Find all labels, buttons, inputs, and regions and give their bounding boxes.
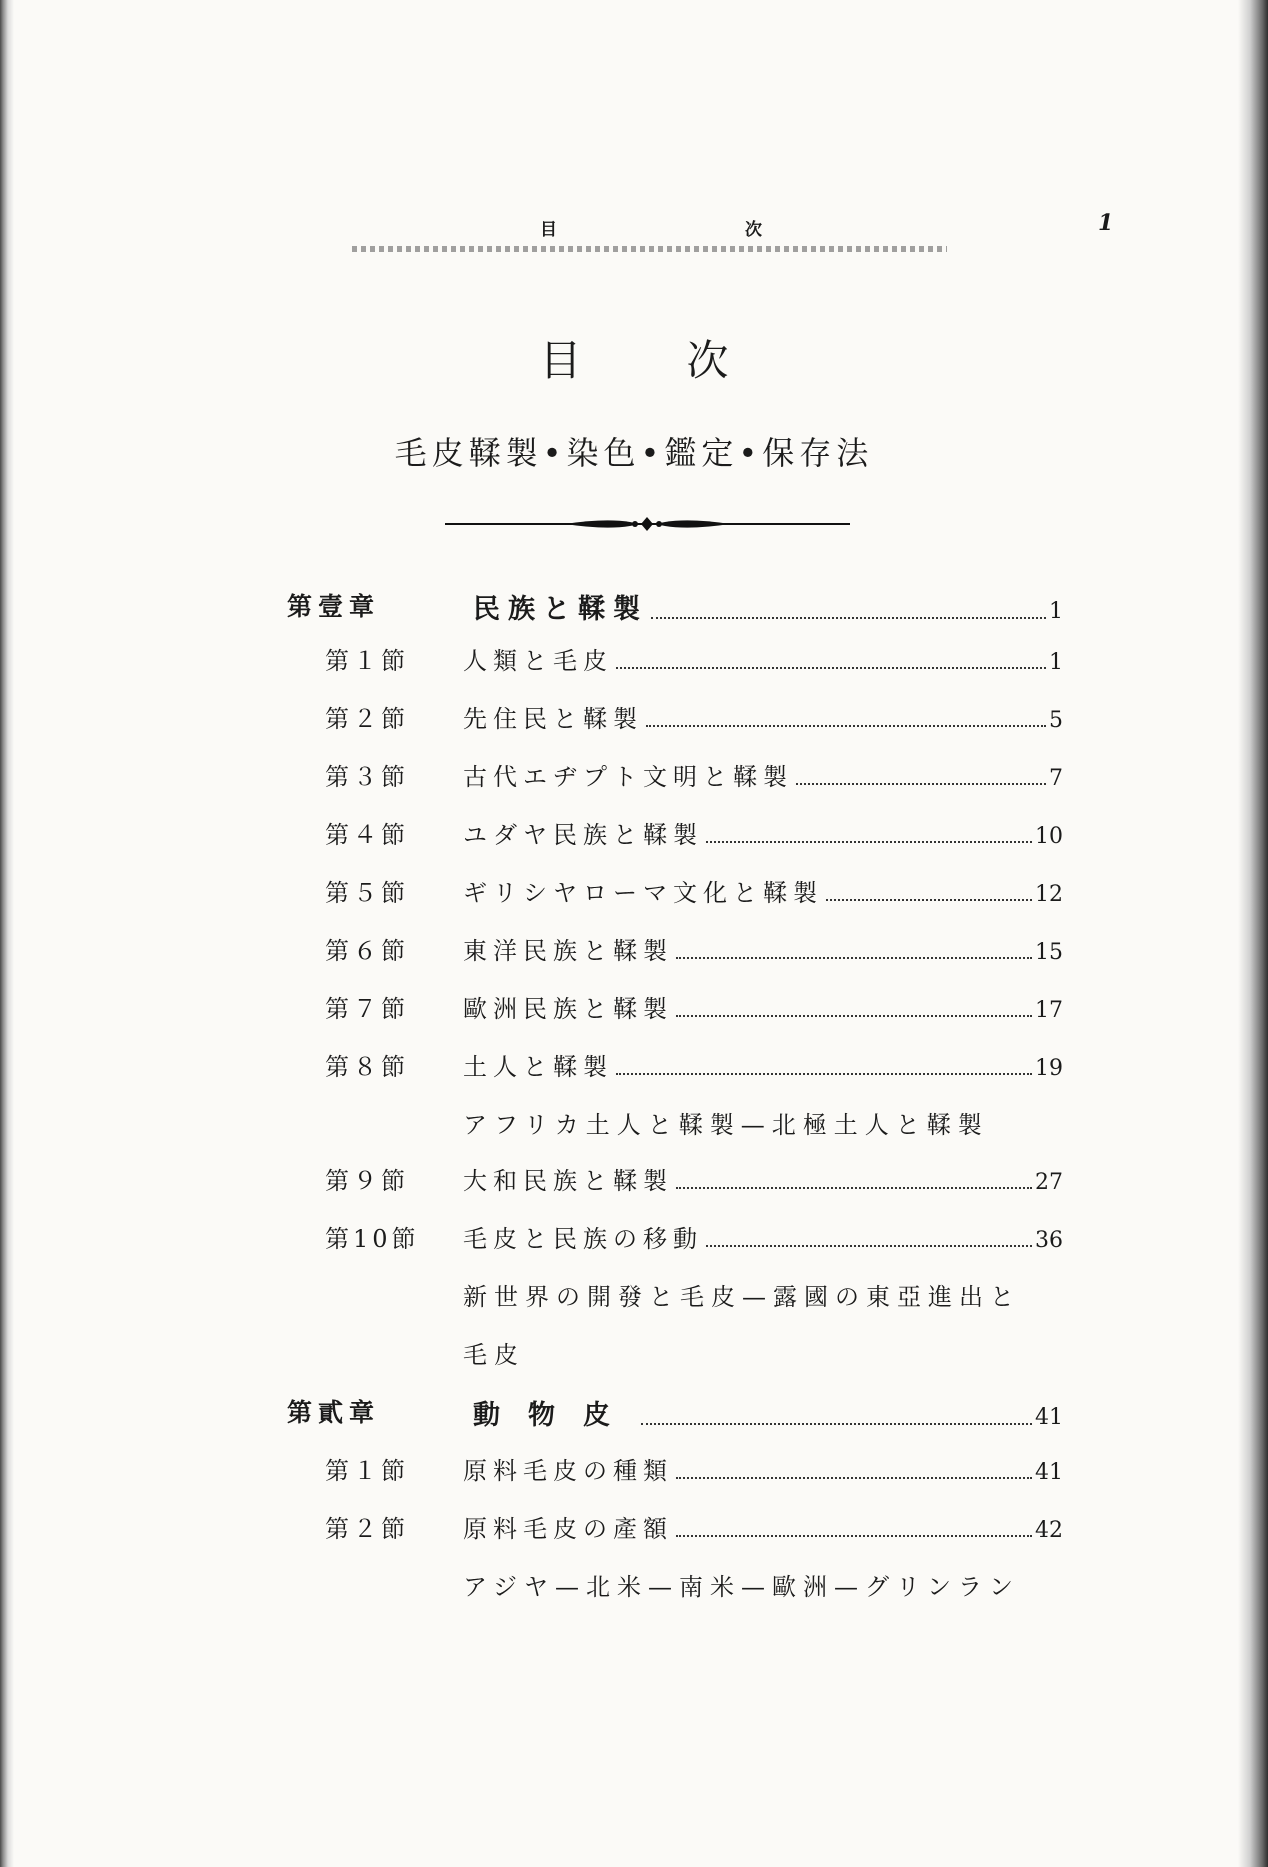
toc-entry-title: ユダヤ民族と鞣製 bbox=[463, 821, 703, 849]
toc-subtopics-row bbox=[270, 1562, 1070, 1602]
toc-section-label: 第４節 bbox=[325, 821, 409, 849]
toc-page-number: 15 bbox=[1035, 940, 1063, 965]
toc-page-number: 7 bbox=[1049, 766, 1063, 791]
toc-section-row bbox=[270, 926, 1070, 966]
toc-section-row bbox=[270, 1156, 1070, 1196]
toc-page-number: 27 bbox=[1035, 1170, 1063, 1195]
toc-entry-title: ギリシヤローマ文化と鞣製 bbox=[463, 879, 823, 907]
toc-section-label: 第７節 bbox=[325, 995, 409, 1023]
toc-entry bbox=[463, 1047, 1063, 1082]
toc-entry-title: 人類と毛皮 bbox=[463, 647, 613, 675]
page-number: 1 bbox=[1098, 210, 1114, 236]
toc-entry-title: 東洋民族と鞣製 bbox=[463, 937, 673, 965]
toc-section-row bbox=[270, 1042, 1070, 1082]
toc-entry-title: 毛皮と民族の移動 bbox=[463, 1225, 703, 1253]
toc-dot-leader bbox=[706, 1244, 1032, 1247]
toc-section-row bbox=[270, 984, 1070, 1024]
toc-section-label: 第１節 bbox=[325, 647, 409, 675]
toc-entry bbox=[463, 931, 1063, 966]
toc-entry-title: 古代エヂプト文明と鞣製 bbox=[463, 763, 793, 791]
toc-dot-leader bbox=[796, 782, 1046, 785]
toc-entry bbox=[463, 699, 1063, 734]
toc-entry bbox=[463, 1161, 1063, 1196]
toc-section-label: 第１節 bbox=[325, 1457, 409, 1485]
toc-entry-title: 歐洲民族と鞣製 bbox=[463, 995, 673, 1023]
toc-section-label: 第10節 bbox=[325, 1225, 420, 1253]
toc-entry-title: 動物皮 bbox=[473, 1400, 638, 1431]
toc-page-number: 1 bbox=[1049, 650, 1063, 675]
toc-chapter-row bbox=[270, 1388, 1070, 1431]
toc-entry bbox=[473, 1393, 1063, 1432]
toc-page-number: 10 bbox=[1035, 824, 1063, 849]
toc-section-label: 第８節 bbox=[325, 1053, 409, 1081]
toc-dot-leader bbox=[616, 1072, 1032, 1075]
toc-entry bbox=[463, 757, 1063, 792]
toc-page-number: 36 bbox=[1035, 1228, 1063, 1253]
toc-page-number: 41 bbox=[1035, 1405, 1063, 1430]
running-header-left: 目 bbox=[540, 220, 557, 240]
toc-dot-leader bbox=[616, 666, 1046, 669]
ornament-divider bbox=[445, 512, 850, 536]
page-edge-shadow-right bbox=[1238, 0, 1268, 1867]
toc-section-row bbox=[270, 752, 1070, 792]
toc-page-number: 41 bbox=[1035, 1460, 1063, 1485]
toc-page-number: 17 bbox=[1035, 998, 1063, 1023]
toc-entry-title: 大和民族と鞣製 bbox=[463, 1167, 673, 1195]
toc-section-row bbox=[270, 1504, 1070, 1544]
toc-dot-leader bbox=[646, 724, 1046, 727]
toc-section-label: 第５節 bbox=[325, 879, 409, 907]
toc-entry-title: 原料毛皮の產額 bbox=[463, 1515, 673, 1543]
toc-dot-leader bbox=[676, 1534, 1032, 1537]
book-subtitle: 毛皮鞣製•染色•鑑定•保存法 bbox=[394, 434, 874, 472]
toc-subtopics-text: アジヤ—北米—南米—歐洲—グリンラン bbox=[463, 1573, 1021, 1601]
running-header-right: 次 bbox=[745, 220, 762, 240]
page-title: 目次 bbox=[539, 336, 834, 385]
toc-section-label: 第２節 bbox=[325, 705, 409, 733]
toc-section-row bbox=[270, 1214, 1070, 1254]
toc-dot-leader bbox=[676, 1014, 1032, 1017]
toc-entry-title: 民族と鞣製 bbox=[473, 594, 648, 625]
toc-subtopics-text: 新世界の開發と毛皮—露國の東亞進出と bbox=[463, 1283, 1021, 1311]
toc-entry-title: 原料毛皮の種類 bbox=[463, 1457, 673, 1485]
toc-subtopics-text: アフリカ土人と鞣製—北極土人と鞣製 bbox=[463, 1111, 989, 1139]
toc-subtopics-row bbox=[270, 1330, 1070, 1370]
toc-entry bbox=[463, 989, 1063, 1024]
toc-dot-leader bbox=[826, 898, 1032, 901]
toc-entry bbox=[463, 1219, 1063, 1254]
toc-dot-leader bbox=[676, 956, 1032, 959]
toc-entry-title: 先住民と鞣製 bbox=[463, 705, 643, 733]
toc-dot-leader bbox=[706, 840, 1032, 843]
toc-entry bbox=[473, 587, 1063, 626]
toc-page-number: 12 bbox=[1035, 882, 1063, 907]
toc-chapter-row bbox=[270, 582, 1070, 625]
toc-chapter-label: 第壹章 bbox=[287, 592, 381, 621]
toc-section-label: 第６節 bbox=[325, 937, 409, 965]
toc-page-number: 1 bbox=[1049, 599, 1063, 624]
toc-subtopics-row bbox=[270, 1100, 1070, 1140]
toc-entry bbox=[463, 873, 1063, 908]
toc-section-row bbox=[270, 868, 1070, 908]
toc-dot-leader bbox=[676, 1476, 1032, 1479]
toc-entry-title: 土人と鞣製 bbox=[463, 1053, 613, 1081]
toc-dot-leader bbox=[676, 1186, 1032, 1189]
toc-entry bbox=[463, 1509, 1063, 1544]
toc-entry bbox=[463, 1451, 1063, 1486]
toc-section-row bbox=[270, 636, 1070, 676]
toc-entry bbox=[463, 815, 1063, 850]
toc-section-row bbox=[270, 694, 1070, 734]
toc-section-label: 第２節 bbox=[325, 1515, 409, 1543]
toc-entry bbox=[463, 641, 1063, 676]
toc-section-row bbox=[270, 1446, 1070, 1486]
toc-page-number: 5 bbox=[1049, 708, 1063, 733]
page-edge-shadow-left bbox=[0, 0, 14, 1867]
toc-dot-leader bbox=[651, 616, 1046, 619]
toc-subtopics-text: 毛皮 bbox=[463, 1341, 525, 1369]
toc-section-row bbox=[270, 810, 1070, 850]
toc-section-label: 第９節 bbox=[325, 1167, 409, 1195]
toc-chapter-label: 第貳章 bbox=[287, 1398, 381, 1427]
header-rule bbox=[352, 246, 947, 252]
toc-page-number: 42 bbox=[1035, 1518, 1063, 1543]
toc-section-label: 第３節 bbox=[325, 763, 409, 791]
toc-page-number: 19 bbox=[1035, 1056, 1063, 1081]
toc-subtopics-row bbox=[270, 1272, 1070, 1312]
toc-dot-leader bbox=[641, 1422, 1032, 1425]
